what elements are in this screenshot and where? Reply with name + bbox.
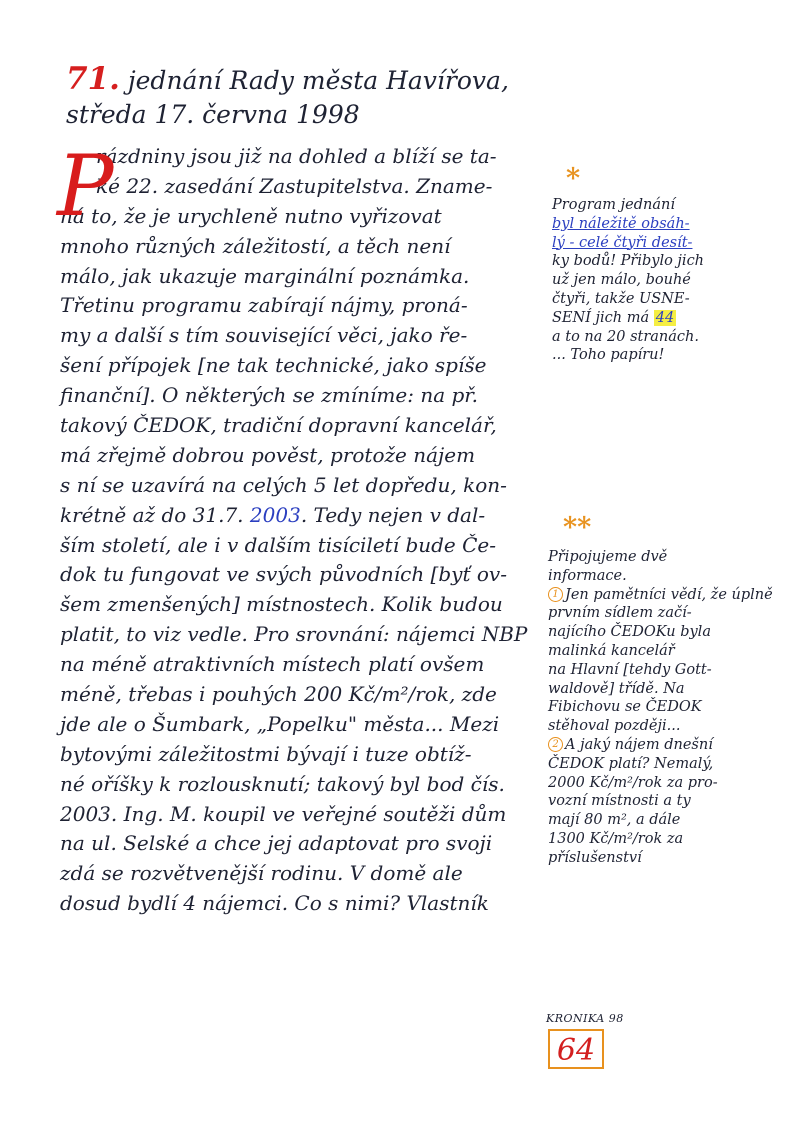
note-line xyxy=(548,736,773,755)
text-line: ké 22. zasedání Zastupitelstva. Zname- xyxy=(96,173,493,198)
note-line: ky bodů! Přibylo jich xyxy=(552,253,705,270)
text-line: dok tu fungovat ve svých původních [byť ov- xyxy=(60,562,507,587)
note-line: ... Toho papíru! xyxy=(552,347,665,364)
text-line: s ní se uzavírá na celých 5 let dopředu, kon- xyxy=(60,472,507,497)
text-line: takový ČEDOK, tradiční dopravní kancelář, xyxy=(60,413,497,438)
note-segment: Jen pamětníci vědí, že úplně xyxy=(565,586,773,603)
note-line: informace. xyxy=(548,567,627,584)
note-line: vozní místnosti a ty xyxy=(548,793,691,810)
resolution-count-highlight: 44 xyxy=(655,309,675,326)
note-segment: SENÍ jich má xyxy=(552,309,650,326)
text-line: Třetinu programu zabírají nájmy, proná- xyxy=(60,293,468,318)
text-line: finanční]. O některých se zmíníme: na př. xyxy=(60,383,478,408)
note-line: waldově] třídě. Na xyxy=(548,680,685,697)
note-line: už jen málo, bouhé xyxy=(552,272,691,289)
text-line: né oříšky k rozlousknutí; takový byl bod čís. xyxy=(60,771,505,796)
note-line: 2000 Kč/m²/rok za pro- xyxy=(548,774,718,791)
text-line: bytovými záležitostmi bývají i tuze obtíž- xyxy=(60,741,472,766)
note-line: najícího ČEDOKu byla xyxy=(548,624,711,641)
note-line xyxy=(548,586,773,605)
note-line: příslušenství xyxy=(548,849,642,866)
text-line: málo, jak ukazuje marginální poznámka. xyxy=(60,263,470,288)
note-segment: A jaký nájem dnešní xyxy=(565,736,713,753)
asterisk-marker-2: ** xyxy=(563,512,592,543)
heading-text-1: jednání Rady města Havířova, xyxy=(127,66,509,95)
main-text-block xyxy=(57,137,538,919)
text-line: mnoho různých záležitostí, a těch není xyxy=(60,233,451,258)
text-line: na méně atraktivních místech platí ovšem xyxy=(60,652,485,677)
text-line: platit, to viz vedle. Pro srovnání: nájemci NBP xyxy=(60,622,528,647)
text-line: šení přípojek [ne tak technické, jako spíše xyxy=(60,353,487,378)
note-line: malinká kancelář xyxy=(548,642,675,659)
text-line xyxy=(60,501,538,531)
note-line: lý - celé čtyři desít- xyxy=(552,234,693,251)
text-line: dosud bydlí 4 nájemci. Co s nimi? Vlastník xyxy=(60,891,489,916)
text-line: na ul. Selské a chce jej adaptovat pro svoji xyxy=(60,831,493,856)
note-line: Připojujeme dvě xyxy=(548,549,668,565)
note-line: ČEDOK platí? Nemalý, xyxy=(548,755,714,772)
text-line: má zřejmě dobrou pověst, protože nájem xyxy=(60,442,476,467)
circled-number-2: 2 xyxy=(548,737,563,752)
margin-note-program xyxy=(552,196,704,365)
note-line: čtyři, takže USNE- xyxy=(552,290,690,307)
meeting-heading xyxy=(66,62,509,132)
note-line: a to na 20 stranách. xyxy=(552,328,699,345)
note-line: Fibichovu se ČEDOK xyxy=(548,699,702,716)
heading-line-1 xyxy=(66,62,509,98)
text-line: my a další s tím související věci, jako ře- xyxy=(60,323,468,348)
text-segment: krétně až do 31.7. xyxy=(60,502,244,527)
margin-note-cedok xyxy=(548,548,773,868)
text-line: méně, třebas i pouhých 200 Kč/m²/rok, zde xyxy=(60,682,497,707)
text-line: rázdniny jsou již na dohled a blíží se ta- xyxy=(96,144,497,168)
circled-number-1: 1 xyxy=(548,587,563,602)
note-line: Program jednání xyxy=(552,197,675,213)
note-line: na Hlavní [tehdy Gott- xyxy=(548,661,712,678)
text-line: jde ale o Šumbark, „Popelku" města... Mezi xyxy=(60,711,500,736)
text-line: ším století, ale i v dalším tisíciletí bude Če- xyxy=(60,532,497,557)
page-number-box: 64 xyxy=(548,1029,604,1069)
drop-cap: P xyxy=(57,137,114,235)
note-line: stěhoval později... xyxy=(548,718,681,735)
heading-line-2: středa 17. června 1998 xyxy=(66,100,360,129)
chronicle-label: KRONIKA 98 xyxy=(546,1012,624,1025)
text-segment: . Tedy nejen v dal- xyxy=(300,502,486,527)
note-line: byl náležitě obsáh- xyxy=(552,215,690,232)
text-line: šem zmenšených] místnostech. Kolik budou xyxy=(60,592,503,617)
text-line: 2003. Ing. M. koupil ve veřejné soutěži dům xyxy=(60,801,507,826)
note-line: 1300 Kč/m²/rok za xyxy=(548,830,684,847)
year-2003: 2003 xyxy=(249,502,301,527)
meeting-number: 71. xyxy=(66,61,120,97)
asterisk-marker-1: * xyxy=(566,163,581,194)
text-line: ná to, že je urychleně nutno vyřizovat xyxy=(60,203,442,228)
note-line: prvním sídlem začí- xyxy=(548,605,692,622)
note-line xyxy=(552,309,704,328)
note-line: mají 80 m², a dále xyxy=(548,812,681,829)
text-line: zdá se rozvětvenější rodinu. V domě ale xyxy=(60,861,463,886)
